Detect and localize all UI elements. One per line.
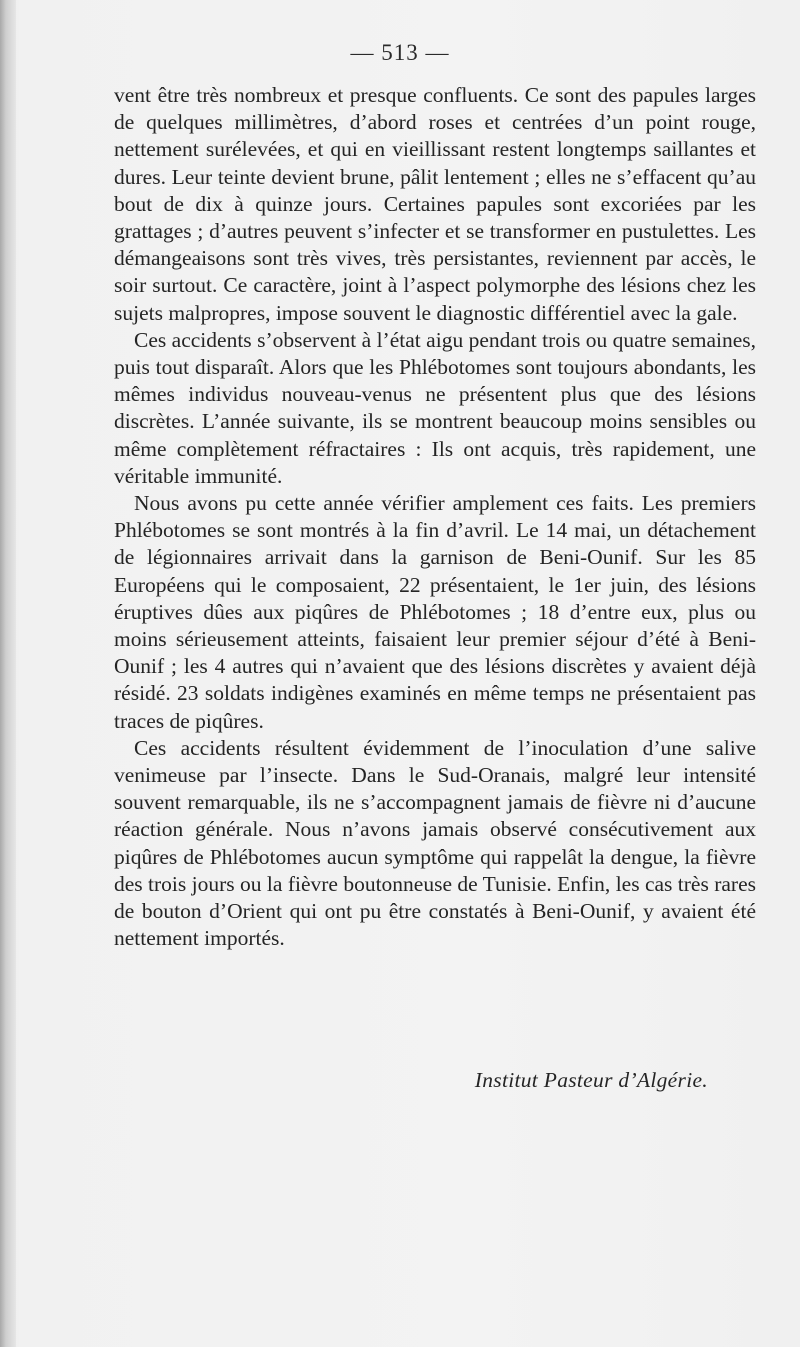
binding-gutter: [0, 0, 16, 1347]
signature: Institut Pasteur d’Algérie.: [474, 1068, 708, 1092]
paragraph-3: Nous avons pu cette année vérifier amplement ces faits. Les premiers Phlébotomes se sont montrés à la fin d’avril. Le 14 mai, un détachement de légionnaires arrivait dans la garnison de Beni-Ounif. Sur les 85 Européens qui le composaient, 22 présentaient, le 1er juin, des lésions éruptives dûes aux piqûres de Phlébotomes ; 18 d’entre eux, plus ou moins sérieusement atteints, faisaient leur premier séjour d’été à Beni-Ounif ; les 4 autres qui n’avaient que des lésions discrètes y avaient déjà résidé. 23 soldats indigènes examinés en même temps ne présentaient pas traces de piqûres.: [114, 491, 756, 733]
paragraph-2: Ces accidents s’observent à l’état aigu pendant trois ou quatre semaines, puis tout disparaît. Alors que les Phlébotomes sont toujours abondants, les mêmes individus nouveau-venus ne présentent plus que des lésions discrètes. L’année suivante, ils se montrent beaucoup moins sensibles ou même complètement réfractaires : Ils ont acquis, très rapidement, une véritable immunité.: [114, 327, 756, 488]
body-text: [114, 82, 756, 953]
paragraph-1: vent être très nombreux et presque confluents. Ce sont des papules larges de quelques millimètres, d’abord roses et centrées d’un point rouge, nettement surélevées, et qui en vieillissant restent longtemps saillantes et dures. Leur teinte devient brune, pâlit lentement ; elles ne s’effacent qu’au bout de dix à quinze jours. Certaines papules sont excoriées par les grattages ; d’autres peuvent s’infecter et se transformer en pustulettes. Les démangeaisons sont très vives, très persistantes, reviennent par accès, le soir surtout. Ce caractère, joint à l’aspect polymorphe des lésions chez les sujets malpropres, impose souvent le diagnostic différentiel avec la gale.: [114, 83, 756, 325]
page-number: — 513 —: [350, 40, 450, 65]
paragraph-4: Ces accidents résultent évidemment de l’inoculation d’une salive venimeuse par l’insecte. Dans le Sud-Oranais, malgré leur intensité souvent remarquable, ils ne s’accompagnent jamais de fièvre ni d’aucune réaction générale. Nous n’avons jamais observé consécutivement aux piqûres de Phlébotomes aucun symptôme qui rappelât la dengue, la fièvre des trois jours ou la fièvre boutonneuse de Tunisie. Enfin, les cas très rares de bouton d’Orient qui ont pu être constatés à Beni-Ounif, y avaient été nettement importés.: [114, 735, 756, 951]
